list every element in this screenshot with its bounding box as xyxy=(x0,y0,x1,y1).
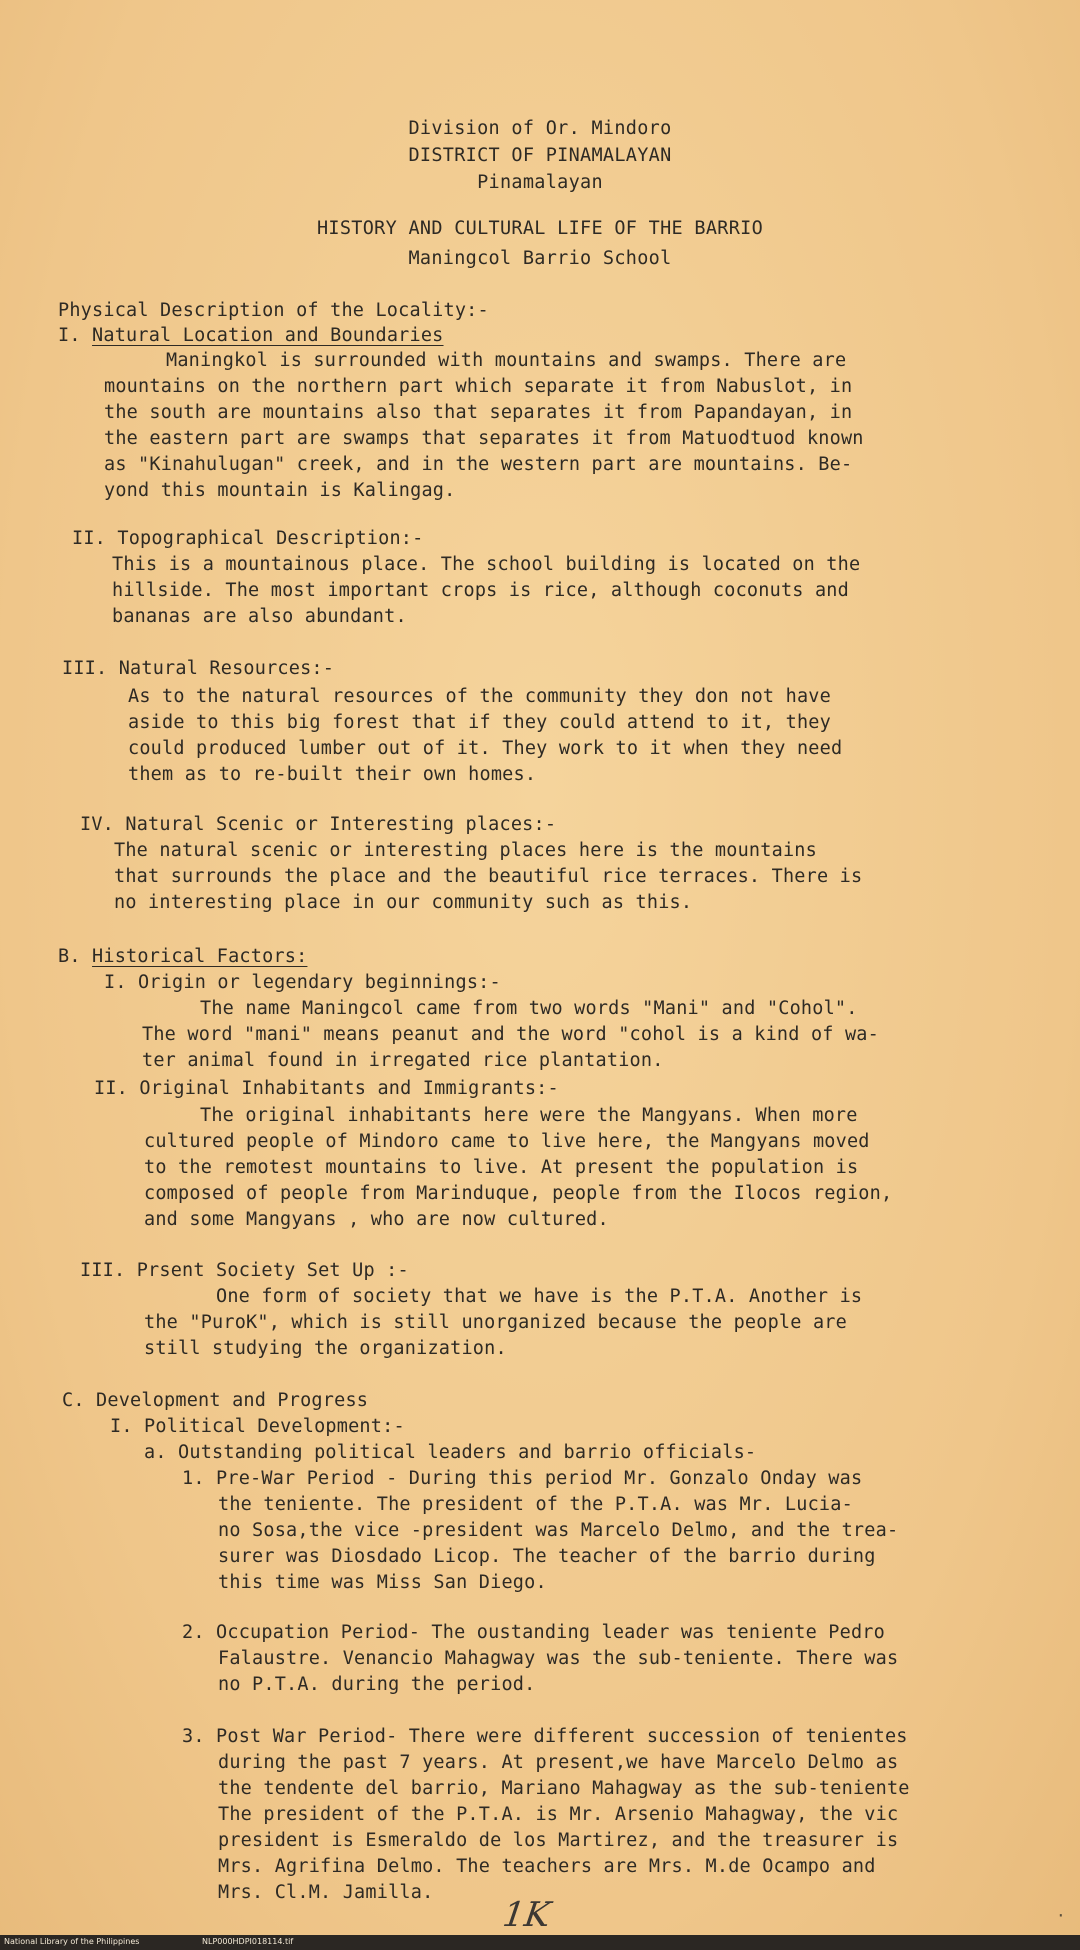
section-heading: III. Natural Resources:- xyxy=(62,658,335,679)
division-line: Division of Or. Mindoro xyxy=(408,118,672,139)
section-heading: II. Topographical Description:- xyxy=(72,528,424,549)
list-item-line: the tendente del barrio, Mariano Mahagway as the sub-teniente xyxy=(218,1778,910,1799)
paragraph-line: bananas are also abundant. xyxy=(112,606,407,627)
paragraph-line: As to the natural resources of the community they don not have xyxy=(128,686,831,707)
paragraph-line: The original inhabitants here were the Mangyans. When more xyxy=(200,1105,858,1126)
document-title: HISTORY AND CULTURAL LIFE OF THE BARRIO xyxy=(316,218,764,239)
paragraph-line: yond this mountain is Kalingag. xyxy=(104,480,456,501)
list-item-line: during the past 7 years. At present,we have Marcelo Delmo as xyxy=(218,1752,899,1773)
section-title: Historical Factors: xyxy=(92,946,308,967)
section-title: Natural Location and Boundaries xyxy=(92,325,444,346)
paragraph-line: them as to re-built their own homes. xyxy=(128,764,537,785)
subsection-heading: I. Origin or legendary beginnings:- xyxy=(104,972,501,993)
section-number: I. xyxy=(58,325,81,346)
footer-library: National Library of the Philippines xyxy=(4,1937,140,1946)
list-item-line: this time was Miss San Diego. xyxy=(218,1572,547,1593)
list-item-line: Falaustre. Venancio Mahagway was the sub-teniente. There was xyxy=(218,1648,899,1669)
paragraph-line: The name Maningcol came from two words "Mani" and "Cohol". xyxy=(200,998,858,1019)
paragraph-line: The word "mani" means peanut and the word "cohol is a kind of wa- xyxy=(142,1024,879,1045)
list-item-line: 1. Pre-War Period - During this period Mr. Gonzalo Onday was xyxy=(182,1468,863,1489)
section-heading xyxy=(58,948,307,967)
list-item-line: no Sosa,the vice -president was Marcelo Delmo, and the trea- xyxy=(218,1520,899,1541)
section-heading: IV. Natural Scenic or Interesting places:- xyxy=(80,814,557,835)
paragraph-line: mountains on the northern part which separate it from Nabuslot, in xyxy=(104,376,853,397)
section-heading xyxy=(58,327,444,346)
physical-description-heading: Physical Description of the Locality:- xyxy=(58,300,489,321)
section-letter: B. xyxy=(58,946,81,967)
list-item-line: 3. Post War Period- There were different succession of tenientes xyxy=(182,1726,908,1747)
paragraph-line: the south are mountains also that separates it from Papandayan, in xyxy=(104,402,853,423)
subsection-heading: a. Outstanding political leaders and barrio officials- xyxy=(144,1442,757,1463)
town-line: Pinamalayan xyxy=(477,172,603,193)
paragraph-line: the "PuroK", which is still unorganized because the people are xyxy=(144,1312,847,1333)
archive-footer xyxy=(0,1935,1080,1950)
paragraph-line: Maningkol is surrounded with mountains and swamps. There are xyxy=(166,350,847,371)
paragraph-line: that surrounds the place and the beautiful rice terraces. There is xyxy=(114,866,863,887)
school-name: Maningcol Barrio School xyxy=(408,248,672,269)
section-heading: C. Development and Progress xyxy=(62,1390,369,1411)
subsection-heading: I. Political Development:- xyxy=(110,1416,405,1437)
paragraph-line: could produced lumber out of it. They work to it when they need xyxy=(128,738,843,759)
list-item-line: Mrs. Cl.M. Jamilla. xyxy=(218,1882,434,1903)
district-line: DISTRICT OF PINAMALAYAN xyxy=(408,145,672,166)
paragraph-line: hillside. The most important crops is rice, although coconuts and xyxy=(112,580,849,601)
list-item-line: the teniente. The president of the P.T.A. was Mr. Lucia- xyxy=(218,1494,853,1515)
list-item-line: Mrs. Agrifina Delmo. The teachers are Mrs. M.de Ocampo and xyxy=(218,1856,876,1877)
list-item-line: president is Esmeraldo de los Martirez, and the treasurer is xyxy=(218,1830,899,1851)
paragraph-line: cultured people of Mindoro came to live here, the Mangyans moved xyxy=(144,1131,870,1152)
handwritten-page-number: 1K xyxy=(500,1895,553,1935)
list-item-line: surer was Diosdado Licop. The teacher of the barrio during xyxy=(218,1546,876,1567)
paragraph-line: to the remotest mountains to live. At present the population is xyxy=(144,1157,859,1178)
paragraph-line: The natural scenic or interesting places here is the mountains xyxy=(114,840,817,861)
paragraph-line: ter animal found in irregated rice plantation. xyxy=(142,1050,664,1071)
paragraph-line: still studying the organization. xyxy=(144,1338,507,1359)
subsection-heading: III. Prsent Society Set Up :- xyxy=(80,1260,409,1281)
paragraph-line: composed of people from Marinduque, people from the Ilocos region, xyxy=(144,1183,893,1204)
corner-mark: · xyxy=(1056,1906,1066,1925)
subsection-heading: II. Original Inhabitants and Immigrants:- xyxy=(94,1078,559,1099)
list-item-line: The president of the P.T.A. is Mr. Arsenio Mahagway, the vic xyxy=(218,1804,899,1825)
paragraph-line: and some Mangyans , who are now cultured. xyxy=(144,1209,609,1230)
paragraph-line: aside to this big forest that if they could attend to it, they xyxy=(128,712,831,733)
paragraph-line: the eastern part are swamps that separates it from Matuodtuod known xyxy=(104,428,864,449)
footer-file-id: NLP000HDPI018114.tif xyxy=(202,1937,294,1946)
paragraph-line: One form of society that we have is the P.T.A. Another is xyxy=(216,1286,863,1307)
list-item-line: 2. Occupation Period- The oustanding leader was teniente Pedro xyxy=(182,1622,885,1643)
paragraph-line: as "Kinahulugan" creek, and in the western part are mountains. Be- xyxy=(104,454,853,475)
list-item-line: no P.T.A. during the period. xyxy=(218,1674,536,1695)
paragraph-line: no interesting place in our community such as this. xyxy=(114,892,693,913)
paragraph-line: This is a mountainous place. The school building is located on the xyxy=(112,554,861,575)
